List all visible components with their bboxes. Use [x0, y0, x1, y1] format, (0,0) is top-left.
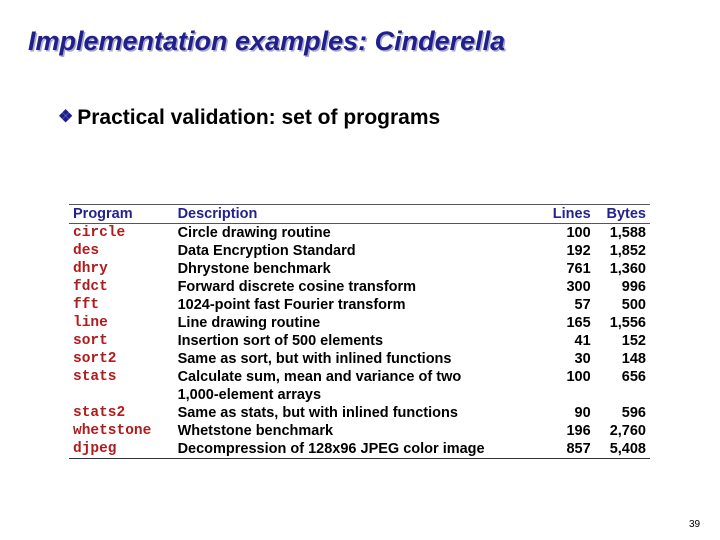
program-name: stats	[73, 369, 117, 385]
header-bytes: Bytes	[595, 205, 650, 224]
program-name: fft	[73, 297, 100, 313]
slide-title: Implementation examples: Cinderella	[28, 26, 506, 56]
program-description: Line drawing routine	[177, 315, 321, 331]
program-description: Dhrystone benchmark	[177, 261, 331, 277]
program-name: line	[73, 315, 108, 331]
header-program: Program	[69, 205, 170, 224]
program-name: des	[73, 243, 100, 259]
program-lines: 90	[574, 405, 591, 421]
table-row	[69, 296, 650, 314]
program-lines: 57	[574, 297, 591, 313]
program-bytes: 1,556	[609, 315, 646, 331]
program-name: stats2	[73, 405, 126, 421]
program-bytes: 5,408	[609, 441, 646, 457]
description-line-1: Calculate sum, mean and variance of two	[177, 369, 462, 385]
table-row	[69, 278, 650, 296]
program-lines: 165	[566, 315, 591, 331]
table-row	[69, 314, 650, 332]
program-bytes: 2,760	[609, 423, 646, 439]
program-description: Same as sort, but with inlined functions	[177, 351, 452, 367]
program-name: dhry	[73, 261, 108, 277]
program-name: djpeg	[73, 441, 117, 457]
program-description: Circle drawing routine	[177, 225, 331, 241]
bullet-item	[58, 106, 440, 130]
program-name: sort2	[73, 351, 117, 367]
program-lines: 100	[566, 225, 591, 241]
program-lines: 761	[566, 261, 591, 277]
program-description: Whetstone benchmark	[177, 423, 334, 439]
program-description	[170, 368, 542, 404]
program-bytes: 1,588	[609, 225, 646, 241]
table-row	[69, 440, 650, 459]
program-name: whetstone	[73, 423, 152, 439]
program-description: 1024-point fast Fourier transform	[177, 297, 406, 313]
program-description: Same as stats, but with inlined functions	[177, 405, 458, 421]
program-description: Data Encryption Standard	[177, 243, 356, 259]
page-number: 39	[689, 519, 701, 530]
program-lines: 41	[574, 333, 591, 349]
table-row	[69, 260, 650, 278]
program-name: fdct	[73, 279, 108, 295]
program-bytes: 1,360	[609, 261, 646, 277]
program-description: Forward discrete cosine transform	[177, 279, 417, 295]
header-description: Description	[170, 205, 542, 224]
diamond-bullet-icon: ❖	[58, 107, 74, 126]
program-lines: 196	[566, 423, 591, 439]
table-row	[69, 368, 650, 404]
program-lines: 100	[566, 369, 591, 385]
program-lines: 300	[566, 279, 591, 295]
table-row	[69, 350, 650, 368]
bullet-text: Practical validation: set of programs	[77, 106, 441, 129]
table-row	[69, 422, 650, 440]
table-row	[69, 242, 650, 260]
program-bytes: 148	[621, 351, 646, 367]
program-bytes: 1,852	[609, 243, 646, 259]
description-line-2: 1,000-element arrays	[177, 387, 322, 403]
table-header-row	[69, 205, 650, 224]
program-bytes: 596	[621, 405, 646, 421]
program-bytes: 656	[621, 369, 646, 385]
table-row	[69, 404, 650, 422]
programs-table	[69, 204, 650, 459]
program-lines: 30	[574, 351, 591, 367]
program-description: Insertion sort of 500 elements	[177, 333, 384, 349]
header-lines: Lines	[541, 205, 594, 224]
table-row	[69, 224, 650, 243]
program-lines: 857	[566, 441, 591, 457]
program-name: circle	[73, 225, 126, 241]
program-name: sort	[73, 333, 108, 349]
program-lines: 192	[566, 243, 591, 259]
program-bytes: 996	[621, 279, 646, 295]
program-description: Decompression of 128x96 JPEG color image	[177, 441, 485, 457]
program-bytes: 152	[621, 333, 646, 349]
program-bytes: 500	[621, 297, 646, 313]
table-row	[69, 332, 650, 350]
